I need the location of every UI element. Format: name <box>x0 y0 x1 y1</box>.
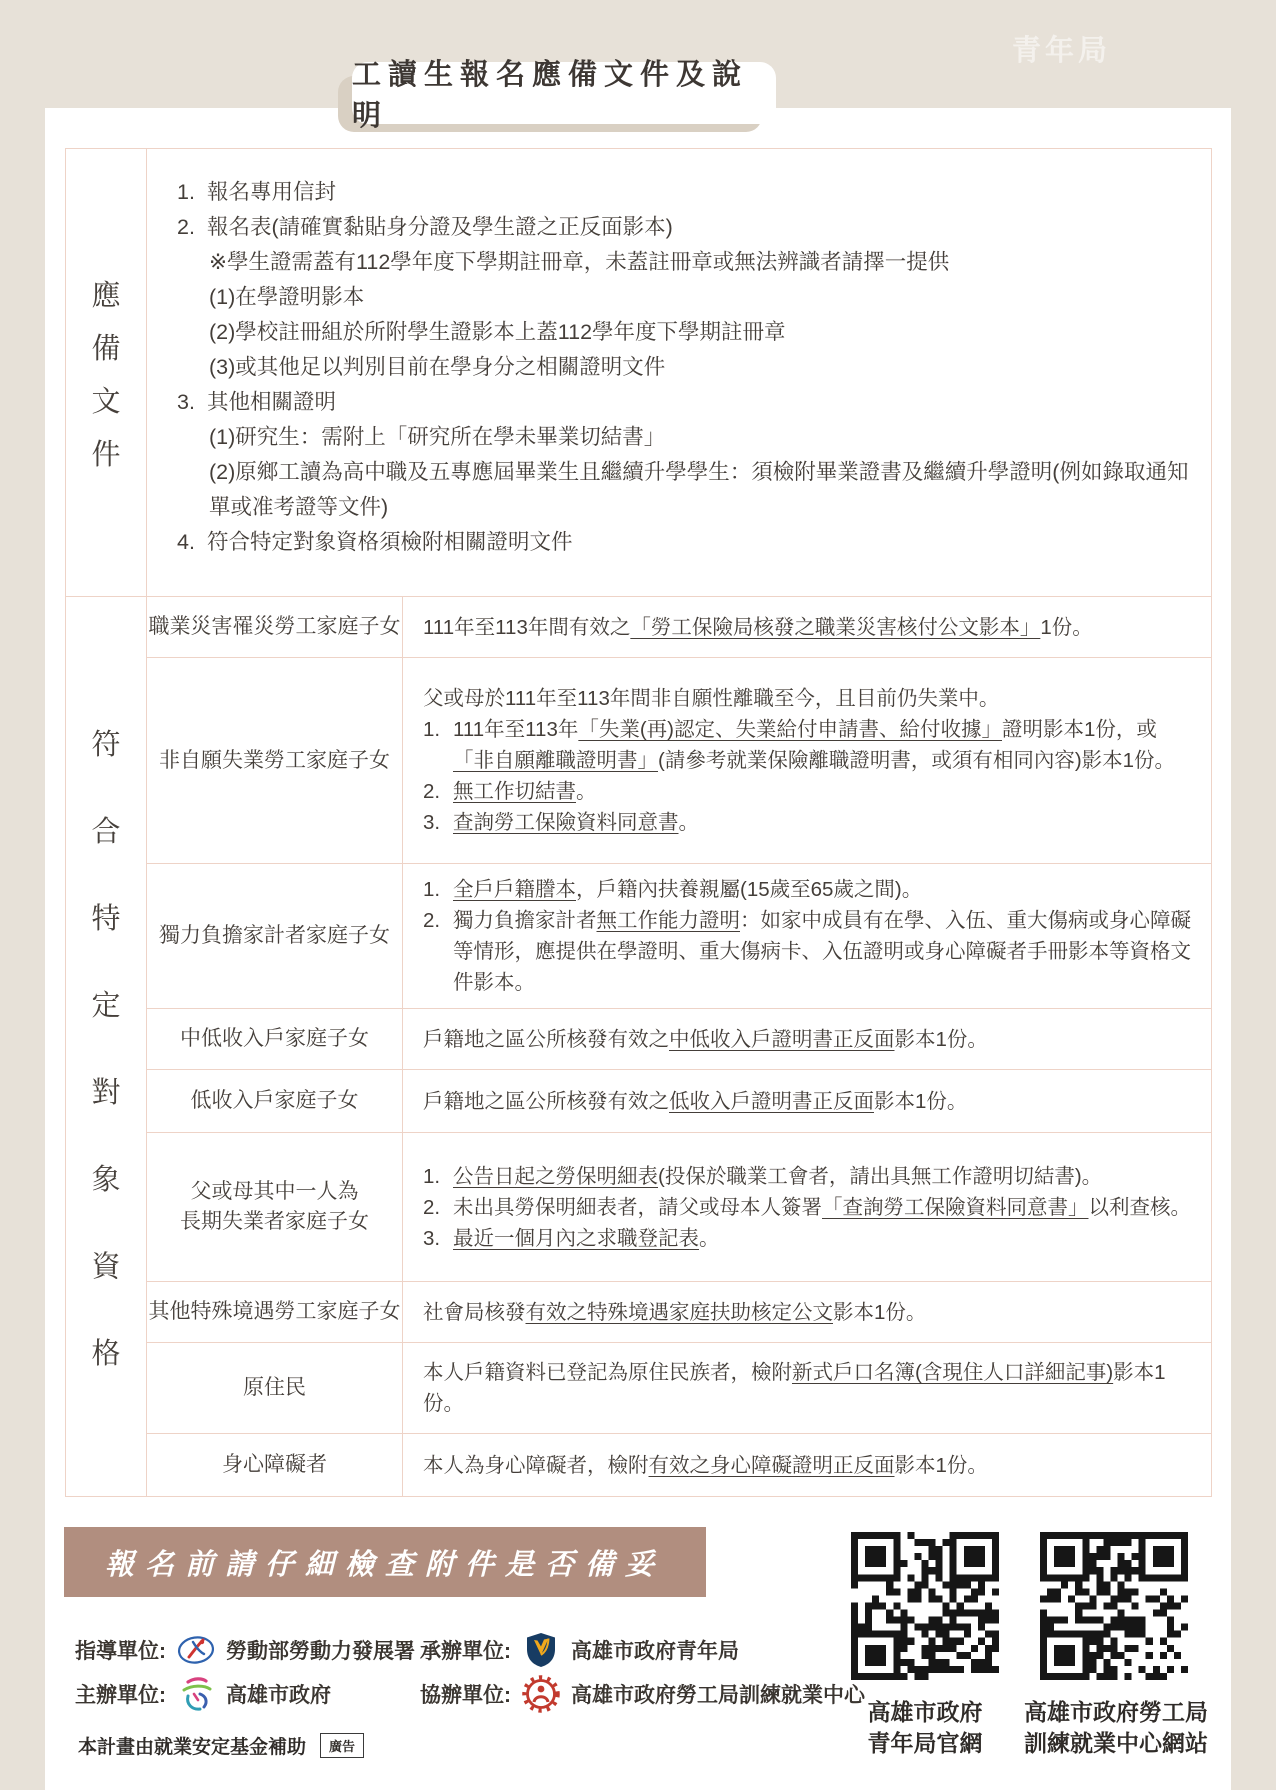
line-text: 111年至113年「失業(再)認定、失業給付申請書、給付收據」證明影本1份，或「非自願離職證明書」(請參考就業保險離職證明書，或須有相同內容)影本1份。 <box>453 718 1176 772</box>
qr-label-line: 青年局官網 <box>867 1730 983 1756</box>
text-line <box>177 350 1191 385</box>
text-line <box>177 280 1191 315</box>
vertical-header-char: 對 <box>91 1076 121 1109</box>
qr-label-line: 高雄市政府 <box>867 1699 983 1725</box>
line-text: 本人為身心障礙者，檢附有效之身心障礙證明正反面影本1份。 <box>423 1453 988 1477</box>
list-number: 2. <box>177 215 195 239</box>
requirement-content <box>403 1282 1211 1342</box>
vertical-header-char: 格 <box>91 1337 121 1370</box>
list-number: 3. <box>423 1226 441 1250</box>
list-number: 1. <box>423 1164 441 1188</box>
agency-role-label: 指導單位: <box>75 1640 166 1663</box>
text-line <box>177 525 1191 560</box>
agency-credit <box>420 1672 865 1716</box>
line-text: 戶籍地之區公所核發有效之中低收入戶證明書正反面影本1份。 <box>423 1027 988 1051</box>
labor-training-logo <box>521 1674 561 1714</box>
table-row <box>147 1009 1211 1070</box>
category-label <box>147 864 403 1008</box>
table-row <box>147 1070 1211 1133</box>
category-label-line: 非自願失業勞工家庭子女 <box>159 748 390 772</box>
line-text: 父或母於111年至113年間非自願性離職至今，且目前仍失業中。 <box>423 687 1000 710</box>
category-label-line: 其他特殊境遇勞工家庭子女 <box>148 1300 401 1323</box>
table-row <box>147 658 1211 864</box>
category-label-line: 低收入戶家庭子女 <box>190 1089 359 1112</box>
category-label-line: 中低收入戶家庭子女 <box>180 1027 369 1050</box>
table-row <box>147 1434 1211 1496</box>
reminder-banner <box>64 1527 706 1597</box>
requirement-content <box>403 1434 1211 1496</box>
category-label-line: 原住民 <box>243 1376 306 1399</box>
agency-credit <box>75 1628 415 1672</box>
text-line <box>177 385 1191 420</box>
category-label <box>147 1133 403 1281</box>
vertical-header-char: 符 <box>91 728 121 761</box>
list-number: 3. <box>177 390 195 414</box>
text-line <box>177 315 1191 350</box>
text-line <box>423 905 1195 998</box>
list-number: 1. <box>177 180 195 204</box>
list-number: 2. <box>423 1195 441 1219</box>
category-label <box>147 658 403 863</box>
line-text: 報名專用信封 <box>207 180 337 204</box>
line-text: 獨力負擔家計者無工作能力證明：如家中成員有在學、入伍、重大傷病或身心障礙等情形，應提供在學證明、重大傷病卡、入伍證明或身心障礙者手冊影本等資格文件影本。 <box>453 909 1191 994</box>
line-text: 無工作切結書。 <box>453 780 597 803</box>
table-row <box>147 1343 1211 1434</box>
list-number: 1. <box>423 718 441 741</box>
category-label-line: 獨力負擔家計者家庭子女 <box>159 924 390 947</box>
requirement-content <box>403 1133 1211 1281</box>
page-title: 工讀生報名應備文件及說明 <box>352 59 749 132</box>
text-line <box>423 1297 1195 1328</box>
vertical-header-char: 象 <box>91 1163 121 1196</box>
text-line <box>177 210 1191 245</box>
text-line <box>423 1223 1195 1254</box>
vertical-header-char: 資 <box>91 1250 121 1283</box>
table-row <box>147 1282 1211 1343</box>
requirement-content <box>403 1070 1211 1132</box>
line-text: 其他相關證明 <box>207 390 337 414</box>
agency-name: 勞動部勞動力發展署 <box>226 1640 415 1663</box>
funding-note <box>78 1732 364 1759</box>
category-label-line: 身心障礙者 <box>222 1453 327 1476</box>
text-line <box>423 874 1195 905</box>
line-text: (2)原鄉工讀為高中職及五專應屆畢業生且繼續升學學生：須檢附畢業證書及繼續升學證明(例如錄取通知單或准考證等文件) <box>209 460 1189 519</box>
line-text: 報名表(請確實黏貼身分證及學生證之正反面影本) <box>207 215 673 239</box>
text-line <box>423 612 1195 643</box>
corner-watermark: 青年局 <box>1012 35 1112 67</box>
list-number: 3. <box>423 811 441 834</box>
table-row <box>147 597 1211 658</box>
vertical-header-qualifications <box>66 597 147 1496</box>
line-text: (1)在學證明影本 <box>209 285 365 309</box>
required-docs-content <box>147 149 1211 596</box>
table-row <box>147 864 1211 1009</box>
list-number: 4. <box>177 530 195 554</box>
agency-role-label: 協辦單位: <box>420 1684 511 1707</box>
category-label-line: 職業災害罹災勞工家庭子女 <box>148 615 401 638</box>
qualification-rows <box>147 597 1211 1496</box>
vertical-header-char: 備 <box>91 332 121 365</box>
documents-table <box>65 148 1212 1497</box>
requirement-content <box>403 597 1211 657</box>
vertical-header-char: 件 <box>91 438 121 471</box>
line-text: 社會局核發有效之特殊境遇家庭扶助核定公文影本1份。 <box>423 1300 927 1324</box>
qr-label-line: 高雄市政府勞工局 <box>1024 1699 1208 1725</box>
requirement-content <box>403 864 1211 1008</box>
category-label <box>147 1434 403 1496</box>
text-line <box>423 807 1195 838</box>
text-line <box>423 714 1195 776</box>
requirement-content <box>403 1343 1211 1433</box>
required-docs-section <box>66 149 1211 597</box>
line-text: 最近一個月內之求職登記表。 <box>453 1226 720 1250</box>
text-line <box>423 1024 1195 1055</box>
text-line <box>177 455 1191 525</box>
reminder-text: 報名前請仔細檢查附件是否備妥 <box>104 1548 665 1581</box>
requirement-content <box>403 1009 1211 1069</box>
qr-code-labor-training-center <box>1040 1532 1188 1680</box>
requirement-content <box>403 658 1211 863</box>
ad-label: 廣告 <box>320 1733 364 1758</box>
text-line <box>177 420 1191 455</box>
category-label-line: 父或母其中一人為 <box>190 1180 359 1203</box>
qr-label-line: 訓練就業中心網站 <box>1024 1730 1208 1756</box>
line-text: 111年至113年間有效之「勞工保險局核發之職業災害核付公文影本」1份。 <box>423 615 1093 639</box>
text-line <box>423 1161 1195 1192</box>
text-line <box>423 1192 1195 1223</box>
text-line <box>423 776 1195 807</box>
line-text: 未出具勞保明細表者，請父或母本人簽署「查詢勞工保險資料同意書」以利查核。 <box>453 1195 1191 1219</box>
line-text: 本人戶籍資料已登記為原住民族者，檢附新式戶口名簿(含現住人口詳細記事)影本1份。 <box>423 1361 1166 1415</box>
wda-logo <box>176 1630 216 1670</box>
category-label <box>147 1070 403 1132</box>
text-line <box>177 175 1191 210</box>
list-number: 2. <box>423 909 441 932</box>
title-banner <box>352 59 776 132</box>
vertical-header-char: 合 <box>91 815 121 848</box>
category-label <box>147 1343 403 1433</box>
category-label <box>147 1009 403 1069</box>
agency-name: 高雄市政府 <box>226 1684 331 1707</box>
text-line <box>177 245 1191 280</box>
youth-bureau-logo <box>521 1630 561 1670</box>
category-label <box>147 1282 403 1342</box>
agency-name: 高雄市政府青年局 <box>571 1640 739 1663</box>
category-label-line: 長期失業者家庭子女 <box>180 1210 369 1233</box>
qualifications-section <box>66 597 1211 1496</box>
agency-credit <box>75 1672 331 1716</box>
agency-name: 高雄市政府勞工局訓練就業中心 <box>571 1684 865 1707</box>
vertical-header-char: 應 <box>91 279 121 312</box>
line-text: 公告日起之勞保明細表(投保於職業工會者，請出具無工作證明切結書)。 <box>453 1164 1103 1188</box>
kaohsiung-gov-logo <box>176 1674 216 1714</box>
vertical-header-char: 定 <box>91 989 121 1022</box>
text-line <box>423 683 1195 714</box>
line-text: 符合特定對象資格須檢附相關證明文件 <box>207 530 573 554</box>
list-number: 2. <box>423 780 441 803</box>
vertical-header-required-docs <box>66 149 147 596</box>
funding-note-text: 本計畫由就業安定基金補助 <box>78 1737 307 1758</box>
text-line <box>423 1086 1195 1117</box>
agency-role-label: 主辦單位: <box>75 1684 166 1707</box>
line-text: 全戶戶籍謄本，戶籍內扶養親屬(15歲至65歲之間)。 <box>453 878 923 901</box>
qr-code-youth-bureau <box>851 1532 999 1680</box>
agency-credit <box>420 1628 739 1672</box>
agency-role-label: 承辦單位: <box>420 1640 511 1663</box>
line-text: 查詢勞工保險資料同意書。 <box>453 811 699 834</box>
line-text: (2)學校註冊組於所附學生證影本上蓋112學年度下學期註冊章 <box>209 320 786 344</box>
list-number: 1. <box>423 878 441 901</box>
line-text: (3)或其他足以判別目前在學身分之相關證明文件 <box>209 355 666 379</box>
vertical-header-char: 特 <box>91 902 121 935</box>
vertical-header-char: 文 <box>91 385 121 418</box>
category-label <box>147 597 403 657</box>
line-text: ※學生證需蓋有112學年度下學期註冊章，未蓋註冊章或無法辨識者請擇一提供 <box>209 250 950 274</box>
table-row <box>147 1133 1211 1282</box>
text-line <box>423 1450 1195 1481</box>
text-line <box>423 1357 1195 1419</box>
line-text: 戶籍地之區公所核發有效之低收入戶證明書正反面影本1份。 <box>423 1089 968 1113</box>
qr-label <box>1013 1697 1219 1759</box>
line-text: (1)研究生：需附上「研究所在學未畢業切結書」 <box>209 425 666 449</box>
